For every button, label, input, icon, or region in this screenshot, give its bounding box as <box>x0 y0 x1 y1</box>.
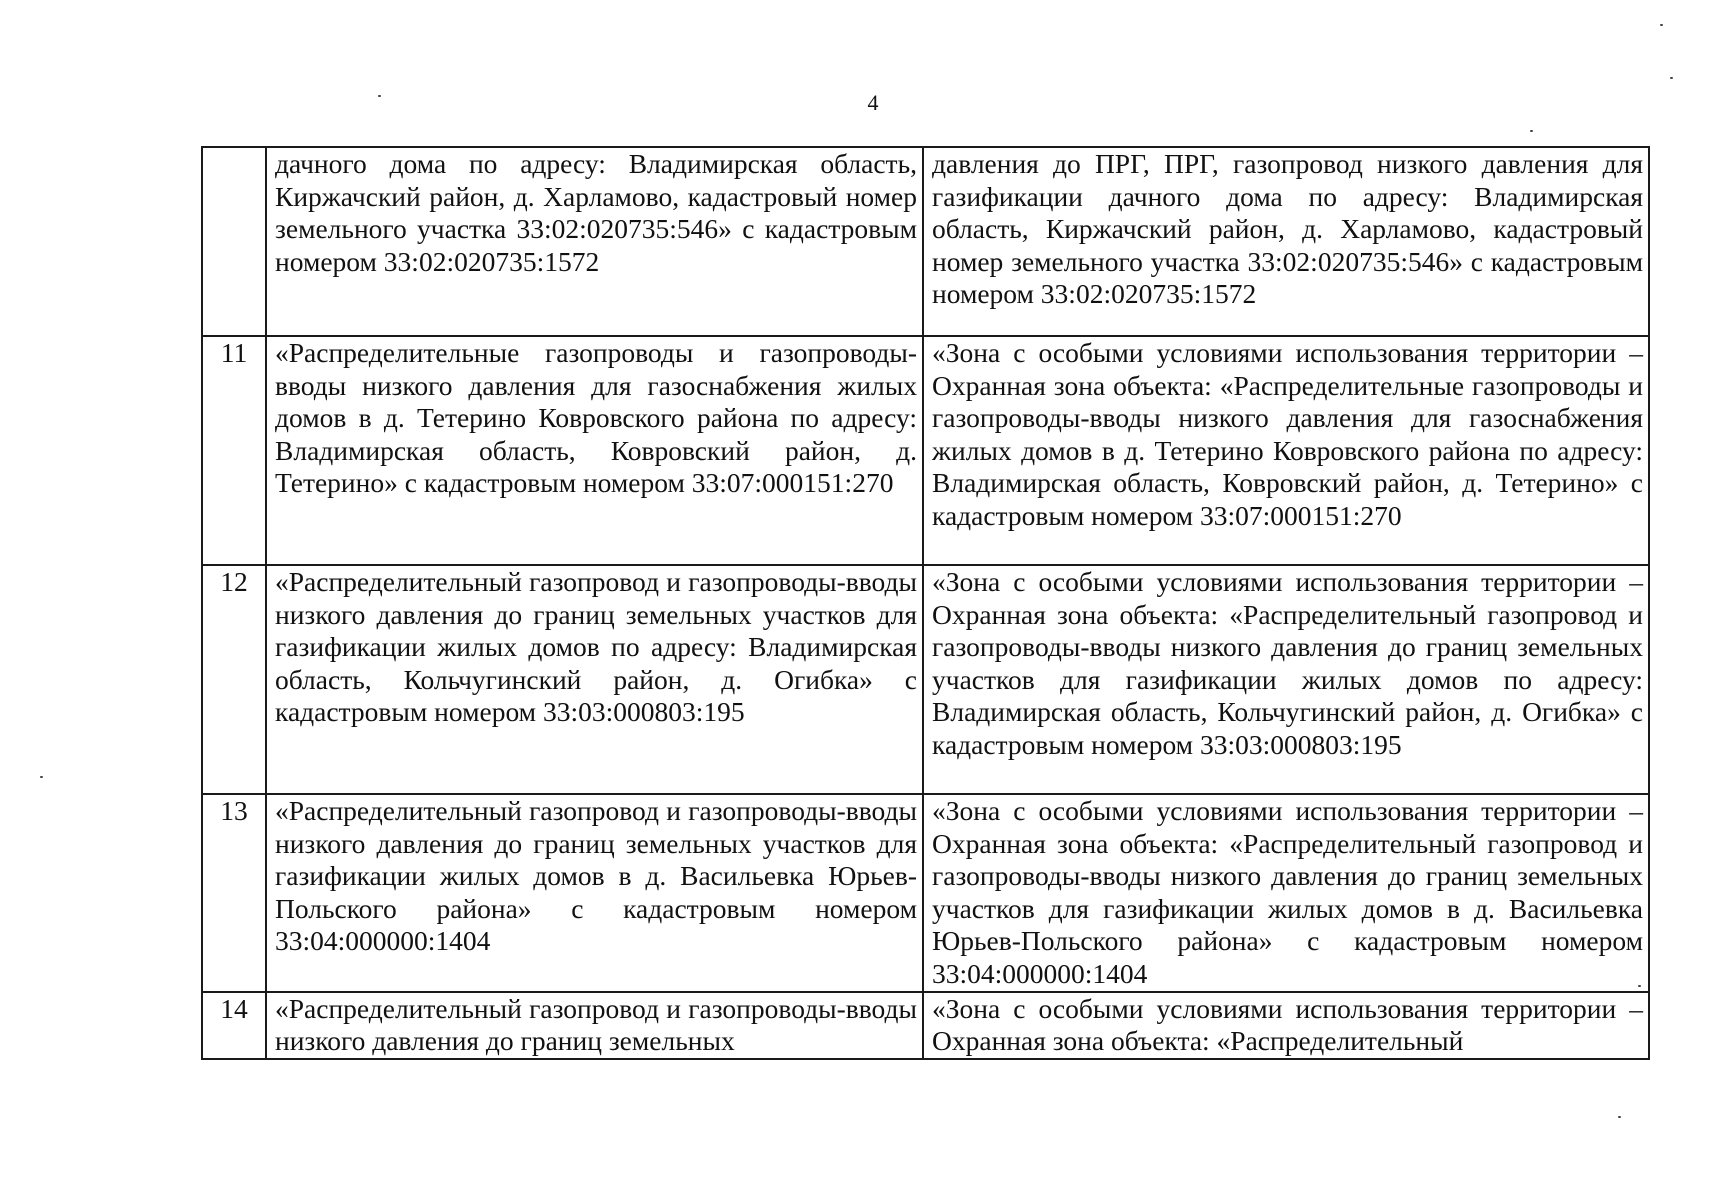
table-row <box>202 147 1649 336</box>
table-row <box>202 992 1649 1059</box>
page-number: 4 <box>867 90 879 115</box>
scan-speck <box>1618 1116 1621 1118</box>
scan-speck <box>1670 77 1673 79</box>
row-number: 14 <box>202 992 266 1059</box>
row-number: 11 <box>202 336 266 565</box>
zone-cell: «Зона с особыми условиями использования территории – Охранная зона объекта: «Распределительный газопровод и газопроводы-вводы низкого давления до границ земельных участков для газификации жилых домов по адресу: Владимирская область, Кольчугинский район, д. Огибка» с кадастровым номером 33:03:000803:195 <box>923 565 1649 794</box>
object-cell: «Распределительный газопровод и газопроводы-вводы низкого давления до границ земельных участков для газификации жилых домов в д. Васильевка Юрьев-Польского района» с кадастровым номером 33:04:000000:1404 <box>266 794 923 992</box>
table-row <box>202 794 1649 992</box>
scan-speck <box>1530 130 1533 132</box>
zone-cell: давления до ПРГ, ПРГ, газопровод низкого давления для газификации дачного дома по адресу: Владимирская область, Киржачский район, д. Харламово, кадастровый номер земельного участка 33:02:020735:546» с кадастровым номером 33:02:020735:1572 <box>923 147 1649 336</box>
object-cell: «Распределительный газопровод и газопроводы-вводы низкого давления до границ земельных участков для газификации жилых домов по адресу: Владимирская область, Кольчугинский район, д. Огибка» с кадастровым номером 33:03:000803:195 <box>266 565 923 794</box>
row-number: 13 <box>202 794 266 992</box>
object-cell: «Распределительный газопровод и газопроводы-вводы низкого давления до границ земельных <box>266 992 923 1059</box>
zone-cell: «Зона с особыми условиями использования территории – Охранная зона объекта: «Распределительный <box>923 992 1649 1059</box>
object-cell: «Распределительные газопроводы и газопроводы-вводы низкого давления для газоснабжения жилых домов в д. Тетерино Ковровского района по адресу: Владимирская область, Ковровский район, д. Тетерино» с кадастровым номером 33:07:000151:270 <box>266 336 923 565</box>
zones-table <box>201 146 1650 1060</box>
scan-speck <box>1660 24 1663 26</box>
table-row <box>202 565 1649 794</box>
row-number: 12 <box>202 565 266 794</box>
table-row <box>202 336 1649 565</box>
scan-speck <box>1638 985 1641 987</box>
scan-speck <box>40 776 43 778</box>
scan-speck <box>378 95 381 97</box>
zone-cell: «Зона с особыми условиями использования территории – Охранная зона объекта: «Распределительные газопроводы и газопроводы-вводы низкого давления для газоснабжения жилых домов в д. Тетерино Ковровского района по адресу: Владимирская область, Ковровский район, д. Тетерино» с кадастровым номером 33:07:000151:270 <box>923 336 1649 565</box>
object-cell: дачного дома по адресу: Владимирская область, Киржачский район, д. Харламово, кадастровый номер земельного участка 33:02:020735:546» с кадастровым номером 33:02:020735:1572 <box>266 147 923 336</box>
row-number <box>202 147 266 336</box>
zone-cell: «Зона с особыми условиями использования территории – Охранная зона объекта: «Распределительный газопровод и газопроводы-вводы низкого давления до границ земельных участков для газификации жилых домов в д. Васильевка Юрьев-Польского района» с кадастровым номером 33:04:000000:1404 <box>923 794 1649 992</box>
